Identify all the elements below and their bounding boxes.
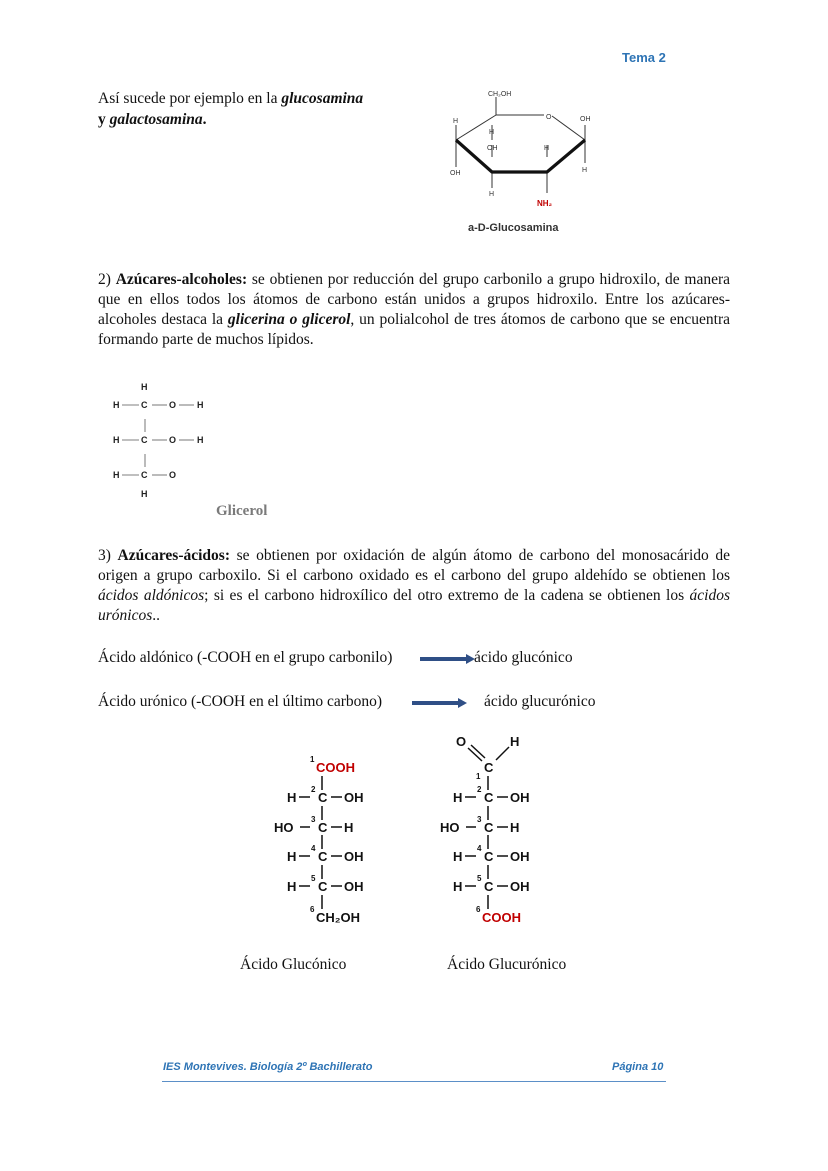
glucosamina-caption: a-D-Glucosamina [468, 222, 559, 234]
svg-text:C: C [484, 879, 494, 894]
svg-text:OH: OH [344, 879, 364, 894]
glicerol-h: H [197, 400, 204, 410]
svg-text:OH: OH [510, 879, 530, 894]
glicerol-c: C [141, 435, 148, 445]
svg-text:O: O [456, 734, 467, 749]
h-label-c1: H [582, 167, 588, 174]
section-3-paragraph: 3) Azúcares-ácidos: se obtienen por oxidación de algún átomo de carbono del monosacárido de origen a grupo carboxilo. Si el carbono oxidado es el carbono del grupo aldehído se obtienen los ácidos aldónicos; si es el carbono hidroxílico del otro extremo de la cadena se obtienen los ácidos urónicos.. [98, 547, 730, 624]
svg-text:3: 3 [311, 815, 316, 824]
h-label-c3: H [489, 191, 495, 198]
caption-glucuronico: Ácido Glucurónico [447, 956, 567, 973]
svg-text:C: C [318, 820, 328, 835]
section-3-title: Azúcares-ácidos: [117, 547, 230, 564]
svg-text:C: C [318, 849, 328, 864]
h-label-c4b: H [489, 129, 495, 136]
section-2-title: Azúcares-alcoholes: [115, 271, 248, 288]
arrow-uronic-icon [410, 696, 468, 710]
svg-text:OH: OH [510, 849, 530, 864]
svg-text:H: H [287, 879, 297, 894]
glicerol-c: C [141, 400, 148, 410]
svg-text:H: H [287, 790, 297, 805]
svg-text:HO: HO [274, 820, 294, 835]
ch2oh-group: CH₂OH [316, 910, 361, 925]
conversion-uronic-left: Ácido urónico (-COOH en el último carbono) [98, 693, 383, 710]
svg-text:C: C [484, 790, 494, 805]
oh-label-c1: OH [580, 116, 591, 123]
svg-text:1: 1 [310, 755, 315, 764]
h-label-c4: H [453, 118, 459, 125]
glicerol-caption: Glicerol [216, 503, 268, 519]
svg-text:C: C [484, 760, 494, 775]
glicerol-o: O [169, 435, 177, 445]
glucosamina-diagram [440, 85, 610, 245]
svg-text:C: C [318, 790, 328, 805]
term-acidos-aldonicos: ácidos aldónicos [98, 587, 205, 604]
intro-text: Así sucede por ejemplo en la glucosamina y galactosamina. [98, 90, 364, 128]
glicerol-h: H [113, 435, 120, 445]
glicerol-h-bottom: H [141, 489, 148, 499]
nh2-label: NH₂ [537, 199, 553, 208]
glicerol-c: C [141, 470, 148, 480]
acido-gluconico-diagram [270, 750, 380, 930]
arrow-aldonic-icon [418, 652, 476, 666]
term-glucosamina: glucosamina [281, 90, 364, 107]
svg-text:OH: OH [510, 790, 530, 805]
svg-text:OH: OH [344, 849, 364, 864]
glicerol-h: H [113, 470, 120, 480]
header-topic: Tema 2 [622, 50, 666, 65]
ch2oh-label: CH₂OH [488, 91, 512, 98]
svg-text:2: 2 [311, 785, 316, 794]
conversion-aldonic-right: ácido glucónico [474, 649, 573, 666]
glicerol-o: O [169, 400, 177, 410]
svg-text:H: H [287, 849, 297, 864]
svg-text:C: C [484, 849, 494, 864]
svg-text:C: C [484, 820, 494, 835]
term-galactosamina: galactosamina [109, 111, 203, 128]
svg-text:6: 6 [310, 905, 315, 914]
ring-oxygen-label: O [546, 114, 552, 121]
svg-text:H: H [510, 820, 520, 835]
h-label-c2: H [544, 145, 550, 152]
svg-text:H: H [453, 790, 463, 805]
glicerol-o: O [169, 470, 177, 480]
oh-label-c4: OH [450, 170, 461, 177]
svg-text:C: C [318, 879, 328, 894]
term-glicerina: glicerina o glicerol [227, 311, 351, 328]
glicerol-h: H [113, 400, 120, 410]
svg-text:5: 5 [311, 874, 316, 883]
conversion-uronic-right: ácido glucurónico [484, 693, 596, 710]
term-acidos-uronicos: ácidos urónicos [98, 587, 730, 624]
svg-text:1: 1 [476, 772, 481, 781]
acido-glucuronico-diagram [436, 730, 546, 930]
svg-text:HO: HO [440, 820, 460, 835]
svg-text:4: 4 [311, 844, 316, 853]
svg-text:6: 6 [476, 905, 481, 914]
svg-text:OH: OH [344, 790, 364, 805]
svg-text:H: H [510, 734, 520, 749]
svg-text:2: 2 [477, 785, 482, 794]
footer-page-number: Página 10 [612, 1061, 664, 1073]
cooh-group: COOH [316, 760, 355, 775]
svg-text:H: H [453, 849, 463, 864]
oh-label-c3: OH [487, 145, 498, 152]
glicerol-diagram [108, 378, 228, 503]
svg-text:4: 4 [477, 844, 482, 853]
glicerol-h: H [197, 435, 204, 445]
svg-text:H: H [344, 820, 354, 835]
svg-text:H: H [453, 879, 463, 894]
svg-text:5: 5 [477, 874, 482, 883]
caption-gluconico: Ácido Glucónico [240, 956, 347, 973]
footer-divider [162, 1081, 666, 1082]
svg-text:3: 3 [477, 815, 482, 824]
glicerol-h-top: H [141, 382, 148, 392]
section-2-paragraph: 2) Azúcares-alcoholes: se obtienen por reducción del grupo carbonilo a grupo hidroxilo, de manera que en ellos todos los átomos de carbono están unidos a grupos hidroxilo. Entre los azúcares-alcoholes destaca la glicerina o glicerol, un polialcohol de tres átomos de carbono que se encuentra formando parte de muchos lípidos. [98, 271, 730, 348]
cooh-group: COOH [482, 910, 521, 925]
conversion-aldonic-left: Ácido aldónico (-COOH en el grupo carbonilo) [98, 649, 393, 666]
footer-school: IES Montevives. Biología 2º Bachillerato [163, 1061, 373, 1073]
